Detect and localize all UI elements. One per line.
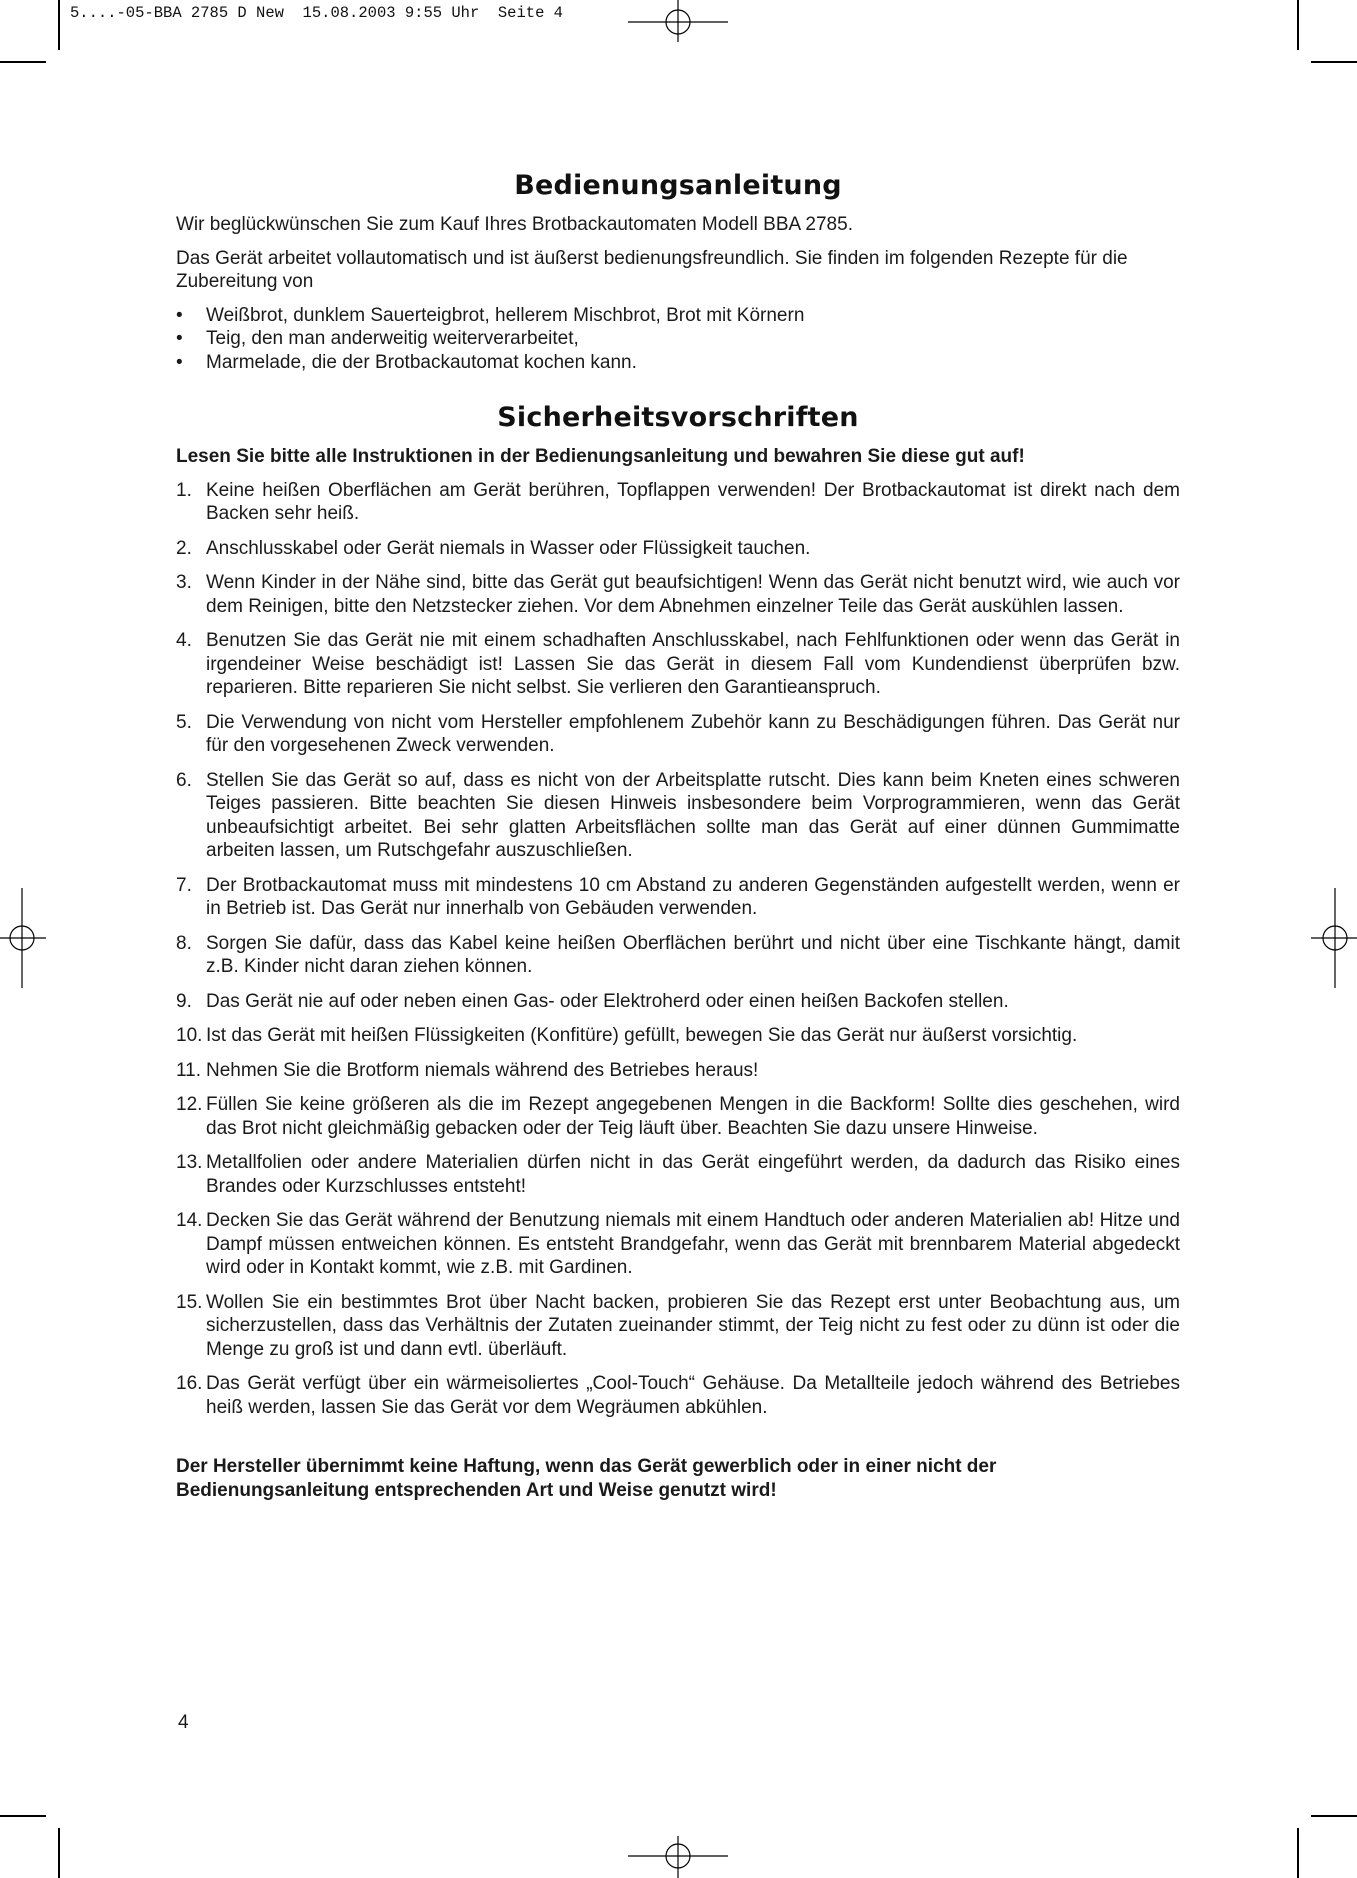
crop-mark-bottom-left-horizontal: [0, 1815, 46, 1817]
safety-rule: [176, 932, 1180, 979]
crop-mark-top-left-vertical: [58, 0, 60, 50]
safety-rule: [176, 1291, 1180, 1362]
safety-rule: [176, 711, 1180, 758]
bullet-item: • Marmelade, die der Brotbackautomat kochen kann.: [176, 351, 1180, 375]
rule-text: Benutzen Sie das Gerät nie mit einem schadhaften Anschlusskabel, nach Fehlfunktionen oder wenn das Gerät in irgendeiner Weise beschädigt ist! Lassen Sie das Gerät in diesem Fall vom Kundendienst überprüfen bzw. reparieren. Bitte reparieren Sie nicht selbst. Sie verlieren den Garantieanspruch.: [206, 630, 1180, 698]
rule-number: 13.: [176, 1152, 203, 1173]
rule-number: 8.: [176, 932, 192, 954]
disclaimer: Der Hersteller übernimmt keine Haftung, wenn das Gerät gewerblich oder in einer nicht der Bedienungsanleitung entsprechenden Art und Weise genutzt wird!: [176, 1456, 997, 1501]
safety-rule: [176, 1024, 1180, 1048]
crop-mark-top-left-horizontal: [0, 61, 46, 63]
rule-number: 11.: [176, 1059, 202, 1081]
page-content: [176, 170, 1180, 1512]
safety-rule: [176, 1059, 1180, 1083]
rule-text: Nehmen Sie die Brotform niemals während des Betriebes heraus!: [206, 1059, 759, 1081]
rule-text: Decken Sie das Gerät während der Benutzung niemals mit einem Handtuch oder anderen Materialien ab! Hitze und Dampf müssen entweichen können. Es entsteht Brandgefahr, wenn das Gerät mit brennbarem Material abgedeckt wird oder in Kontakt kommt, wie z.B. mit Gardinen.: [206, 1210, 1180, 1278]
rule-text: Das Gerät verfügt über ein wärmeisoliertes „Cool-Touch“ Gehäuse. Da Metallteile jedoch während des Betriebes heiß werden, lassen Sie das Gerät vor dem Wegräumen abkühlen.: [206, 1373, 1180, 1418]
registration-mark-left: [0, 888, 46, 988]
safety-rule: [176, 990, 1180, 1014]
safety-rule: [176, 571, 1180, 618]
print-header: 5....-05-BBA 2785 D New 15.08.2003 9:55 Uhr Seite 4: [70, 4, 563, 22]
rule-number: 16.: [176, 1373, 203, 1394]
crop-mark-top-right-vertical: [1297, 0, 1299, 50]
rule-text: Keine heißen Oberflächen am Gerät berühren, Topflappen verwenden! Der Brotbackautomat ist direkt nach dem Backen sehr heiß.: [206, 479, 1180, 524]
intro-paragraph-2: Das Gerät arbeitet vollautomatisch und ist äußerst bedienungsfreundlich. Sie finden im folgenden Rezepte für die Zubereitung von: [176, 247, 1128, 292]
bullet-item: • Teig, den man anderweitig weiterverarbeitet,: [176, 327, 1180, 351]
registration-mark-top: [628, 0, 728, 42]
rule-number: 10.: [176, 1025, 203, 1046]
safety-rule: [176, 629, 1180, 700]
safety-rule: [176, 1093, 1180, 1140]
safety-rule: [176, 769, 1180, 863]
rule-number: 12.: [176, 1094, 203, 1115]
crop-mark-top-right-horizontal: [1311, 61, 1357, 63]
rule-text: Stellen Sie das Gerät so auf, dass es nicht von der Arbeitsplatte rutscht. Dies kann beim Kneten eines schweren Teiges passieren. Bitte beachten Sie diesen Hinweis insbesondere beim Vorprogrammieren, wenn das Gerät unbeaufsichtigt arbeitet. Bei sehr glatten Arbeitsflächen sollte man das Gerät auf einer dünnen Gummimatte arbeiten lassen, um Rutschgefahr auszuschließen.: [206, 769, 1180, 861]
crop-mark-bottom-left-vertical: [58, 1828, 60, 1878]
rule-text: Das Gerät nie auf oder neben einen Gas- oder Elektroherd oder einen heißen Backofen stellen.: [206, 990, 1009, 1012]
bullet-item: • Weißbrot, dunklem Sauerteigbrot, hellerem Mischbrot, Brot mit Körnern: [176, 304, 1180, 328]
rule-text: Die Verwendung von nicht vom Hersteller empfohlenem Zubehör kann zu Beschädigungen führen. Das Gerät nur für den vorgesehenen Zweck verwenden.: [206, 711, 1180, 756]
safety-lead: Lesen Sie bitte alle Instruktionen in der Bedienungsanleitung und bewahren Sie diese gut auf!: [176, 446, 1025, 467]
intro-paragraph-1: Wir beglückwünschen Sie zum Kauf Ihres Brotbackautomaten Modell BBA 2785.: [176, 214, 853, 235]
rule-number: 1.: [176, 479, 192, 501]
page-title: Bedienungsanleitung: [514, 170, 842, 201]
rule-number: 2.: [176, 537, 192, 559]
intro-bullet-list: [176, 304, 1180, 375]
rule-text: Ist das Gerät mit heißen Flüssigkeiten (Konfitüre) gefüllt, bewegen Sie das Gerät nur äußerst vorsichtig.: [206, 1025, 1078, 1046]
rule-number: 7.: [176, 874, 192, 896]
registration-mark-bottom: [628, 1836, 728, 1878]
rule-text: Wollen Sie ein bestimmtes Brot über Nacht backen, probieren Sie das Rezept erst unter Beobachtung aus, um sicherzustellen, dass das Verhältnis der Zutaten zueinander stimmt, der Teig nicht zu fest oder zu dünn ist oder die Menge zu groß ist und dann evtl. überläuft.: [206, 1291, 1180, 1360]
rule-text: Der Brotbackautomat muss mit mindestens 10 cm Abstand zu anderen Gegenständen aufgestellt werden, wenn er in Betrieb ist. Das Gerät nur innerhalb von Gebäuden verwenden.: [206, 874, 1180, 919]
crop-mark-bottom-right-horizontal: [1311, 1815, 1357, 1817]
safety-rules-list: [176, 479, 1180, 1420]
rule-number: 9.: [176, 990, 192, 1012]
page-number: 4: [178, 1712, 189, 1733]
rule-number: 6.: [176, 769, 192, 791]
safety-rule: [176, 479, 1180, 526]
safety-rule: [176, 1209, 1180, 1280]
safety-title: Sicherheitsvorschriften: [497, 402, 859, 433]
rule-text: Anschlusskabel oder Gerät niemals in Wasser oder Flüssigkeit tauchen.: [206, 537, 811, 559]
registration-mark-right: [1311, 888, 1357, 988]
rule-number: 14.: [176, 1210, 203, 1231]
rule-number: 3.: [176, 572, 192, 593]
rule-text: Sorgen Sie dafür, dass das Kabel keine heißen Oberflächen berührt und nicht über eine Tischkante hängt, damit z.B. Kinder nicht daran ziehen können.: [206, 932, 1180, 977]
rule-text: Wenn Kinder in der Nähe sind, bitte das Gerät gut beaufsichtigen! Wenn das Gerät nicht benutzt wird, wie auch vor dem Reinigen, bitte den Netzstecker ziehen. Vor dem Abnehmen einzelner Teile das Gerät auskühlen lassen.: [206, 572, 1180, 617]
rule-number: 4.: [176, 630, 192, 651]
safety-rule: [176, 1372, 1180, 1419]
rule-number: 5.: [176, 711, 192, 733]
rule-text: Metallfolien oder andere Materialien dürfen nicht in das Gerät eingeführt werden, da dadurch das Risiko eines Brandes oder Kurzschlusses entsteht!: [206, 1152, 1180, 1197]
safety-rule: [176, 537, 1180, 561]
rule-number: 15.: [176, 1291, 203, 1313]
safety-rule: [176, 874, 1180, 921]
rule-text: Füllen Sie keine größeren als die im Rezept angegebenen Mengen in die Backform! Sollte dies geschehen, wird das Brot nicht gleichmäßig gebacken oder der Teig läuft über. Beachten Sie dazu unsere Hinweise.: [206, 1094, 1180, 1139]
safety-rule: [176, 1151, 1180, 1198]
crop-mark-bottom-right-vertical: [1297, 1828, 1299, 1878]
